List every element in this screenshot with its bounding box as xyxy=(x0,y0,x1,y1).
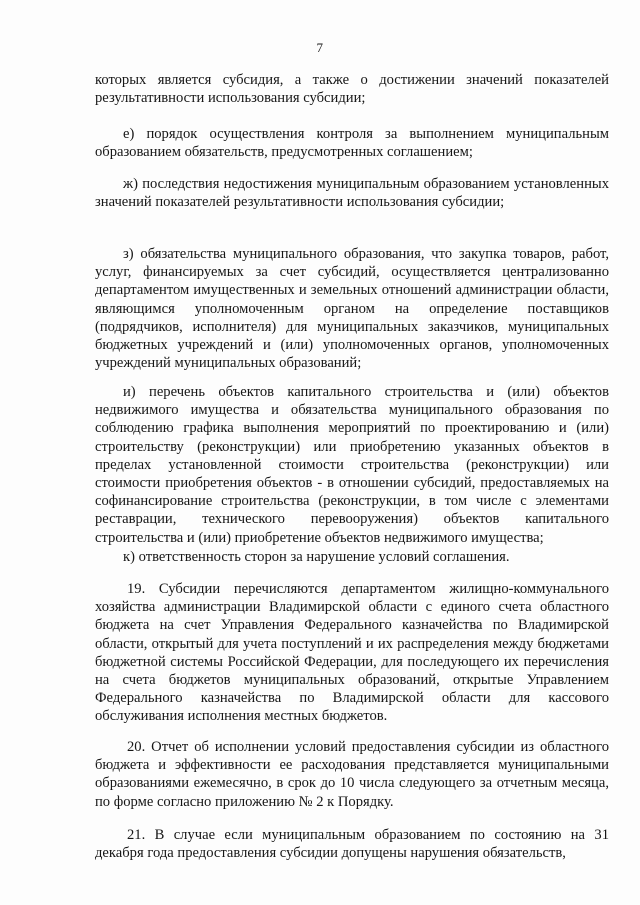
page-number: 7 xyxy=(316,40,324,55)
paragraph-continuation: которых является субсидия, а также о достижении значений показателей результативности использования субсидии; xyxy=(95,72,609,107)
paragraph-item-z: з) обязательства муниципального образования, что закупка товаров, работ, услуг, финансируемых за счет субсидий, осуществляется централизованно департаментом имущественных и земельных отношений администрации области, являющимся уполномоченным органом на определение поставщиков (подрядчиков, исполнителя) для муниципальных заказчиков, муниципальных бюджетных учреждений и (или) уполномоченных органов, уполномоченных учреждений муниципальных образований; xyxy=(95,246,609,372)
paragraph-section-20: 20. Отчет об исполнении условий предоставления субсидии из областного бюджета и эффективности ее расходования представляется муниципальными образованиями ежемесячно, в срок до 10 числа следующего за отчетным месяца, по форме согласно приложению № 2 к Порядку. xyxy=(95,739,609,810)
paragraph-item-zh: ж) последствия недостижения муниципальным образованием установленных значений показателей результативности использования субсидии; xyxy=(95,176,609,211)
paragraph-item-e: е) порядок осуществления контроля за выполнением муниципальным образованием обязательств, предусмотренных соглашением; xyxy=(95,126,609,161)
paragraph-section-19: 19. Субсидии перечисляются департаментом жилищно-коммунального хозяйства администрации Владимирской области с единого счета областного бюджета на счет Управления Федерального казначейства по Владимирской области, открытый для учета поступлений и их распределения между бюджетами бюджетной системы Российской Федерации, для последующего их перечисления на счета бюджетов муниципальных образований, открытые Управлением Федерального казначейства по Владимирской области для кассового обслуживания исполнения местных бюджетов. xyxy=(95,581,609,725)
paragraph-item-i: и) перечень объектов капитального строительства и (или) объектов недвижимого имущества и обязательства муниципального образования по соблюдению графика выполнения мероприятий по проектированию и (или) строительству (реконструкции) или приобретению указанных объектов в пределах установленной стоимости строительства (реконструкции) или стоимости приобретения объектов - в отношении субсидий, предоставляемых на софинансирование строительства (реконструкции, в том числе с элементами реставрации, технического перевооружения) объектов капитального строительства и (или) приобретение объектов недвижимого имущества; xyxy=(95,384,609,546)
paragraph-item-k: к) ответственность сторон за нарушение условий соглашения. xyxy=(123,549,510,565)
paragraph-section-21: 21. В случае если муниципальным образованием по состоянию на 31 декабря года предоставления субсидии допущены нарушения обязательств, xyxy=(95,827,609,862)
